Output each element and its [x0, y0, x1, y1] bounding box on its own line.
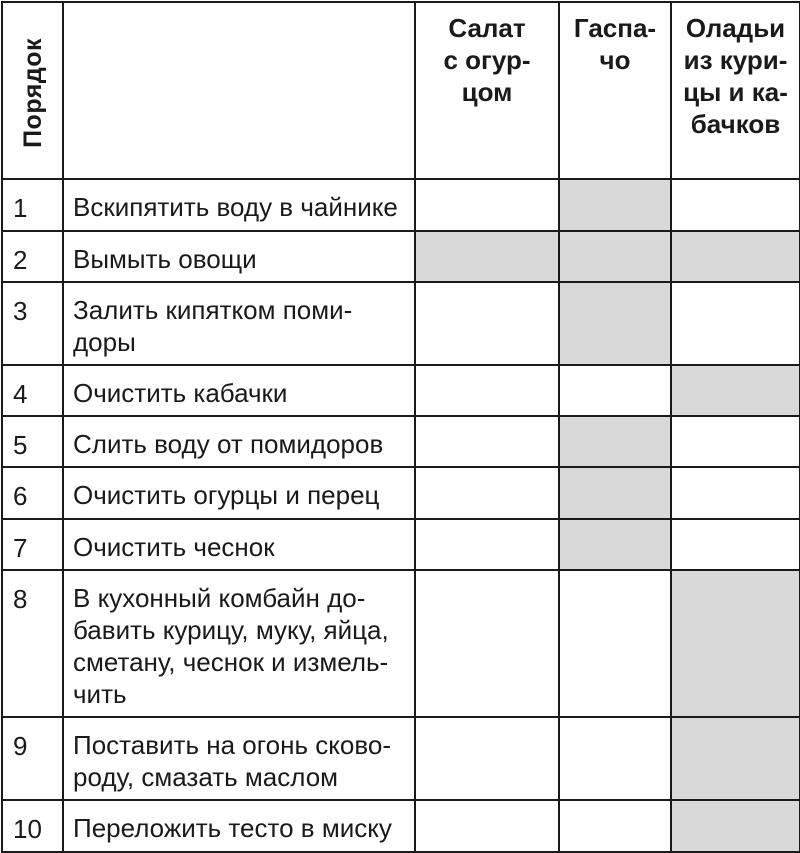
- table-row: [2, 467, 800, 519]
- dish-header-line: чо: [599, 45, 631, 75]
- step-header: [63, 2, 415, 179]
- dish-header-line: цы и ка-: [683, 77, 788, 107]
- dish-cell: [415, 416, 559, 467]
- dish-header-line: цом: [461, 77, 513, 107]
- dish-cell: [671, 467, 800, 519]
- dish-cell-shaded: [671, 231, 800, 282]
- step-text: [63, 365, 415, 416]
- dish-cell: [671, 519, 800, 570]
- step-text-line: Очистить огурцы и перец: [73, 480, 380, 510]
- dish-cell: [415, 467, 559, 519]
- step-text-line: Переложить тесто в миску: [73, 813, 392, 843]
- step-text-line: Залить кипятком поми-: [73, 295, 353, 325]
- dish-cell: [415, 179, 559, 231]
- step-number: 5: [2, 416, 63, 467]
- order-header: [2, 2, 63, 179]
- step-text-line: Очистить кабачки: [73, 378, 288, 408]
- dish-header-line: бачков: [690, 109, 781, 139]
- dish-cell-shaded: [559, 416, 671, 467]
- dish-cell: [671, 179, 800, 231]
- dish-cell: [559, 717, 671, 800]
- dish-cell: [559, 800, 671, 852]
- dish-cell: [415, 365, 559, 416]
- dish-cell: [559, 570, 671, 717]
- table-body: [2, 179, 800, 852]
- dish-header-line: из кури-: [683, 45, 788, 75]
- dish-cell-shaded: [415, 231, 559, 282]
- step-text: [63, 467, 415, 519]
- step-number: 9: [2, 717, 63, 800]
- step-text: [63, 416, 415, 467]
- table-row: [2, 519, 800, 570]
- step-text: [63, 717, 415, 800]
- step-text-line: чить: [73, 679, 127, 709]
- table-row: [2, 717, 800, 800]
- dish-cell-shaded: [559, 179, 671, 231]
- recipe-step-table: [1, 1, 800, 853]
- step-text: [63, 570, 415, 717]
- step-text: [63, 179, 415, 231]
- step-number: 6: [2, 467, 63, 519]
- dish-cell-shaded: [559, 519, 671, 570]
- step-number: 1: [2, 179, 63, 231]
- dish-cell: [415, 800, 559, 852]
- dish-cell-shaded: [671, 800, 800, 852]
- step-number: 10: [2, 800, 63, 852]
- step-text: [63, 519, 415, 570]
- dish-cell-shaded: [559, 231, 671, 282]
- table-row: [2, 416, 800, 467]
- step-text-line: Поставить на огонь сково-: [73, 730, 392, 760]
- dish-cell: [415, 570, 559, 717]
- dish-header-line: с огур-: [443, 45, 531, 75]
- step-text-line: Очистить чеснок: [73, 532, 275, 562]
- dish-cell: [671, 282, 800, 365]
- dish-header-line: Салат: [448, 13, 526, 43]
- step-number: 4: [2, 365, 63, 416]
- dish-header-line: Оладьи: [685, 13, 786, 43]
- dish-cell: [671, 416, 800, 467]
- dish-cell: [415, 519, 559, 570]
- table-row: [2, 365, 800, 416]
- step-text-line: Вскипятить воду в чайнике: [73, 192, 398, 222]
- step-number: 7: [2, 519, 63, 570]
- step-text-line: роду, смазать маслом: [73, 762, 339, 792]
- table-row: [2, 231, 800, 282]
- step-text: [63, 282, 415, 365]
- step-text-line: бавить курицу, муку, яйца,: [73, 615, 389, 645]
- dish-cell-shaded: [559, 282, 671, 365]
- dish-header-line: Гаспа-: [573, 13, 657, 43]
- step-text-line: доры: [73, 327, 136, 357]
- dish-cell: [415, 717, 559, 800]
- dish-cell: [415, 282, 559, 365]
- table-row: [2, 800, 800, 852]
- step-number: 2: [2, 231, 63, 282]
- step-text-line: Вымыть овощи: [73, 244, 257, 274]
- order-header-label: Порядок: [18, 38, 47, 148]
- dish-header-fritters: [671, 2, 800, 179]
- dish-cell-shaded: [671, 570, 800, 717]
- header-row: [2, 2, 800, 179]
- dish-cell: [559, 365, 671, 416]
- dish-header-gazpacho: [559, 2, 671, 179]
- step-text-line: сметану, чеснок и измель-: [73, 647, 389, 677]
- step-number: 8: [2, 570, 63, 717]
- step-number: 3: [2, 282, 63, 365]
- dish-header-salad: [415, 2, 559, 179]
- step-text: [63, 800, 415, 852]
- table-row: [2, 570, 800, 717]
- dish-cell-shaded: [671, 717, 800, 800]
- table-row: [2, 179, 800, 231]
- table-row: [2, 282, 800, 365]
- dish-cell-shaded: [671, 365, 800, 416]
- step-text: [63, 231, 415, 282]
- step-text-line: В кухонный комбайн до-: [73, 583, 366, 613]
- step-text-line: Слить воду от помидоров: [73, 429, 384, 459]
- dish-cell-shaded: [559, 467, 671, 519]
